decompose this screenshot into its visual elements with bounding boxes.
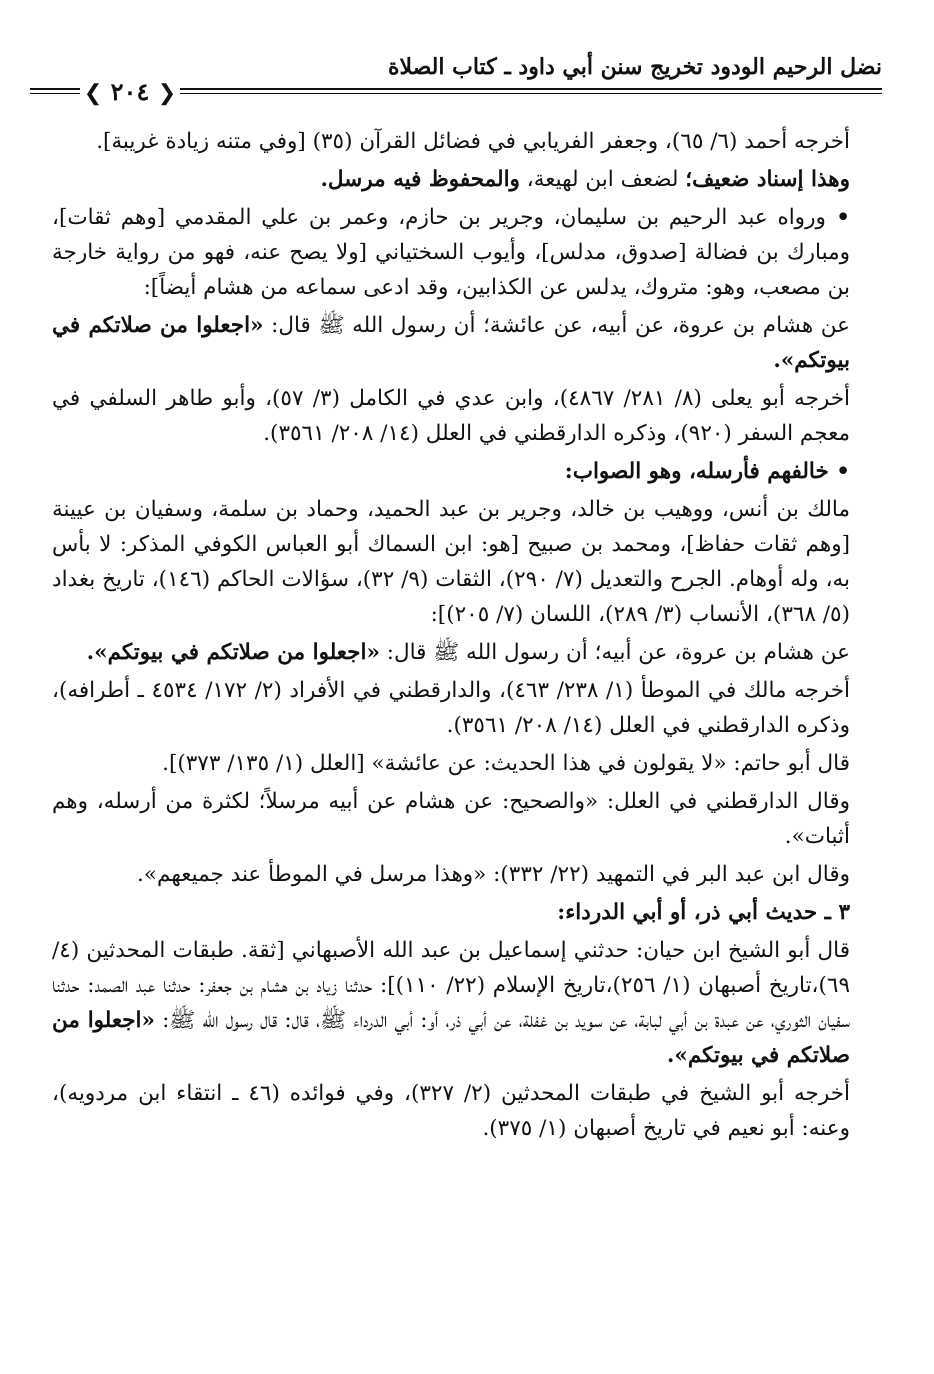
body-paragraph — [52, 635, 850, 670]
body-paragraph — [52, 933, 850, 1073]
bold-text: «اجعلوا من صلاتكم في بيوتكم». — [52, 313, 850, 373]
bold-text: «اجعلوا من صلاتكم في بيوتكم». — [86, 640, 380, 665]
text-run: قال أبو حاتم: «لا يقولون في هذا الحديث: عن عائشة» [العلل (١/ ١٣٥/ ٣٧٣)]. — [162, 751, 850, 776]
page-header — [30, 48, 882, 106]
body-paragraph — [52, 454, 850, 489]
bold-text: • خالفهم فأرسله، وهو الصواب: — [564, 459, 850, 484]
text-run: قال أبو الشيخ ابن حيان: حدثني إسماعيل بن عبد الله الأصبهاني [ثقة. طبقات المحدثين (٤/ ٦٩)،تاريخ أصبهان (١/ ٢٥٦)،تاريخ الإسلام (٢٢/ ١١٠)]: حدثنا زياد بن هشام بن جعفر: حدثنا عبد الصمد: حدثنا سفيان الثوري، عن عبدة بن أبي لبابة، عن سويد بن غفلة، عن أبي ذر، أو: أبي الدرداء ﷺ، قال: قال رسول الله ﷺ: — [52, 938, 850, 1033]
body-paragraph — [52, 162, 850, 197]
body-paragraph — [52, 746, 850, 781]
bold-text: ٣ ـ حديث أبي ذر، أو أبي الدرداء: — [557, 900, 850, 925]
bold-text: • — [825, 205, 850, 230]
ornament-right: ❯ — [157, 81, 177, 106]
body-paragraph — [52, 492, 850, 632]
running-title: نضل الرحيم الودود تخريج سنن أبي داود ـ كتاب الصلاة — [387, 54, 882, 80]
body-paragraph — [52, 200, 850, 305]
text-run: أخرجه مالك في الموطأ (١/ ٢٣٨/ ٤٦٣)، والدارقطني في الأفراد (٢/ ١٧٢/ ٤٥٣٤ ـ أطرافه)، وذكره الدارقطني في العلل (١٤/ ٢٠٨/ ٣٥٦١). — [52, 678, 851, 738]
text-run: عن هشام بن عروة، عن أبيه؛ أن رسول الله ﷺ قال: — [379, 640, 850, 665]
body-paragraph — [52, 308, 850, 378]
body-paragraph — [52, 124, 850, 159]
text-run: ورواه عبد الرحيم بن سليمان، وجرير بن حازم، وعمر بن علي المقدمي [وهم ثقات]، ومبارك بن فضالة [صدوق، مدلس]، وأيوب السختياني [ولا يصح عنه، فهو من رواية خارجة بن مصعب، وهو: متروك، يدلس عن الكذابين، وقد ادعى سماعه من هشام أيضاً]: — [52, 205, 850, 300]
text-run: لضعف ابن لهيعة، — [519, 167, 686, 192]
text-run: عن هشام بن عروة، عن أبيه، عن عائشة؛ أن رسول الله ﷺ قال: — [263, 313, 850, 338]
bold-text: «اجعلوا من صلاتكم في بيوتكم». — [52, 1008, 850, 1068]
text-run: أخرجه أحمد (٦/ ٦٥)، وجعفر الفريابي في فضائل القرآن (٣٥) [وفي متنه زيادة غريبة]. — [96, 129, 850, 154]
text-run: وقال ابن عبد البر في التمهيد (٢٢/ ٣٣٢): «وهذا مرسل في الموطأ عند جميعهم». — [137, 862, 850, 887]
body-paragraph — [52, 784, 850, 854]
body-paragraph — [52, 381, 850, 451]
body-paragraph — [52, 1076, 850, 1146]
body-paragraph — [52, 673, 850, 743]
text-run: أخرجه أبو الشيخ في طبقات المحدثين (٢/ ٣٢٧)، وفي فوائده (٤٦ ـ انتقاء ابن مردويه)، وعنه: أبو نعيم في تاريخ أصبهان (١/ ٣٧٥). — [52, 1081, 850, 1141]
document-body — [52, 124, 850, 1149]
page-number-ornament — [80, 75, 180, 109]
page-number: ٢٠٤ — [110, 77, 150, 106]
bold-text: والمحفوظ فيه مرسل. — [320, 167, 520, 192]
body-paragraph — [52, 857, 850, 892]
ornament-left: ❮ — [83, 81, 103, 106]
bold-text: وهذا إسناد ضعيف؛ — [685, 167, 850, 192]
text-run: وقال الدارقطني في العلل: «والصحيح: عن هشام عن أبيه مرسلاً؛ لكثرة من أرسله، وهم أثبات». — [52, 789, 850, 849]
text-run: مالك بن أنس، ووهيب بن خالد، وجرير بن عبد الحميد، وحماد بن سلمة، وسفيان بن عيينة [وهم ثقات حفاظ]، ومحمد بن صبيح [هو: ابن السماك أبو العباس الكوفي المذكر: لا بأس به، وله أوهام. الجرح والتعديل (٧/ ٢٩٠)، الثقات (٩/ ٣٢)، سؤالات الحاكم (١٤٦)، تاريخ بغداد (٥/ ٣٦٨)، الأنساب (٣/ ٢٨٩)، اللسان (٧/ ٢٠٥)]: — [52, 497, 851, 627]
body-paragraph — [52, 895, 850, 930]
text-run: أخرجه أبو يعلى (٨/ ٢٨١/ ٤٨٦٧)، وابن عدي في الكامل (٣/ ٥٧)، وأبو طاهر السلفي في معجم السفر (٩٢٠)، وذكره الدارقطني في العلل (١٤/ ٢٠٨/ ٣٥٦١). — [52, 386, 850, 446]
